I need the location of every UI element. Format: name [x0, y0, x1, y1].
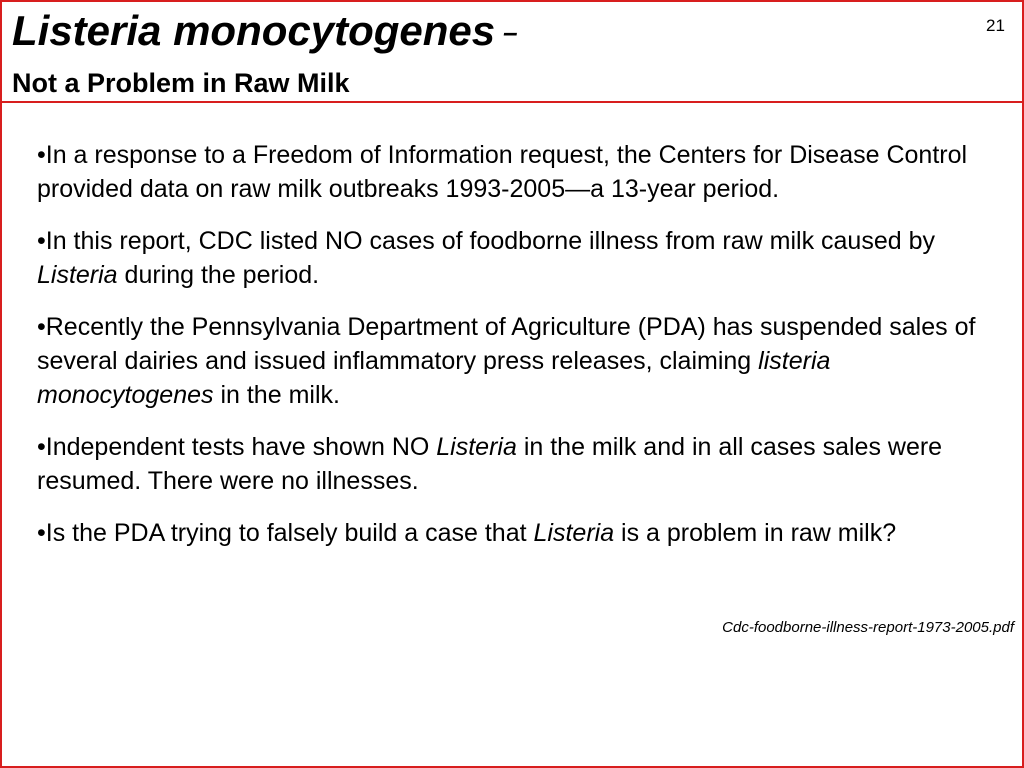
- bullet-text: is a problem in raw milk?: [614, 519, 897, 547]
- bullet-text: •Is the PDA trying to falsely build a case that: [37, 519, 534, 547]
- bullet-emphasis: Listeria: [533, 519, 615, 547]
- bullet-emphasis: Listeria: [436, 433, 517, 461]
- source-citation: Cdc-foodborne-illness-report-1973-2005.pdf: [722, 619, 1014, 636]
- bullet-text: •Recently the Pennsylvania Department of Agriculture (PDA) has suspended sales of several dairies and issued inflammatory press releases, claiming: [37, 313, 976, 375]
- bullet-text: in the milk and in all cases sales were resumed. There were no illnesses.: [37, 433, 943, 495]
- bullet-text: •In a response to a Freedom of Information request, the Centers for Disease Control provided data on raw milk outbreaks 1993-2005—a 13-year period.: [37, 141, 968, 203]
- bullet-list: [37, 138, 1007, 568]
- slide-header: [0, 0, 1024, 103]
- page-number: 21: [986, 16, 1005, 35]
- bullet-text: during the period.: [117, 261, 320, 289]
- bullet-item: [37, 310, 1007, 412]
- title-main: Listeria monocytogenes: [12, 7, 496, 54]
- bullet-emphasis: listeria monocytogenes: [37, 347, 831, 409]
- bullet-emphasis: Listeria: [37, 261, 118, 289]
- slide-title: [12, 8, 518, 54]
- bullet-text: •In this report, CDC listed NO cases of foodborne illness from raw milk caused by: [37, 227, 935, 255]
- bullet-item: [37, 138, 1007, 206]
- bullet-item: [37, 224, 1007, 292]
- bullet-item: [37, 430, 1007, 498]
- title-dash: –: [503, 17, 518, 47]
- slide-subtitle: Not a Problem in Raw Milk: [12, 68, 350, 98]
- bullet-item: [37, 516, 1007, 550]
- bullet-text: •Independent tests have shown NO: [37, 433, 437, 461]
- bullet-text: in the milk.: [213, 381, 340, 409]
